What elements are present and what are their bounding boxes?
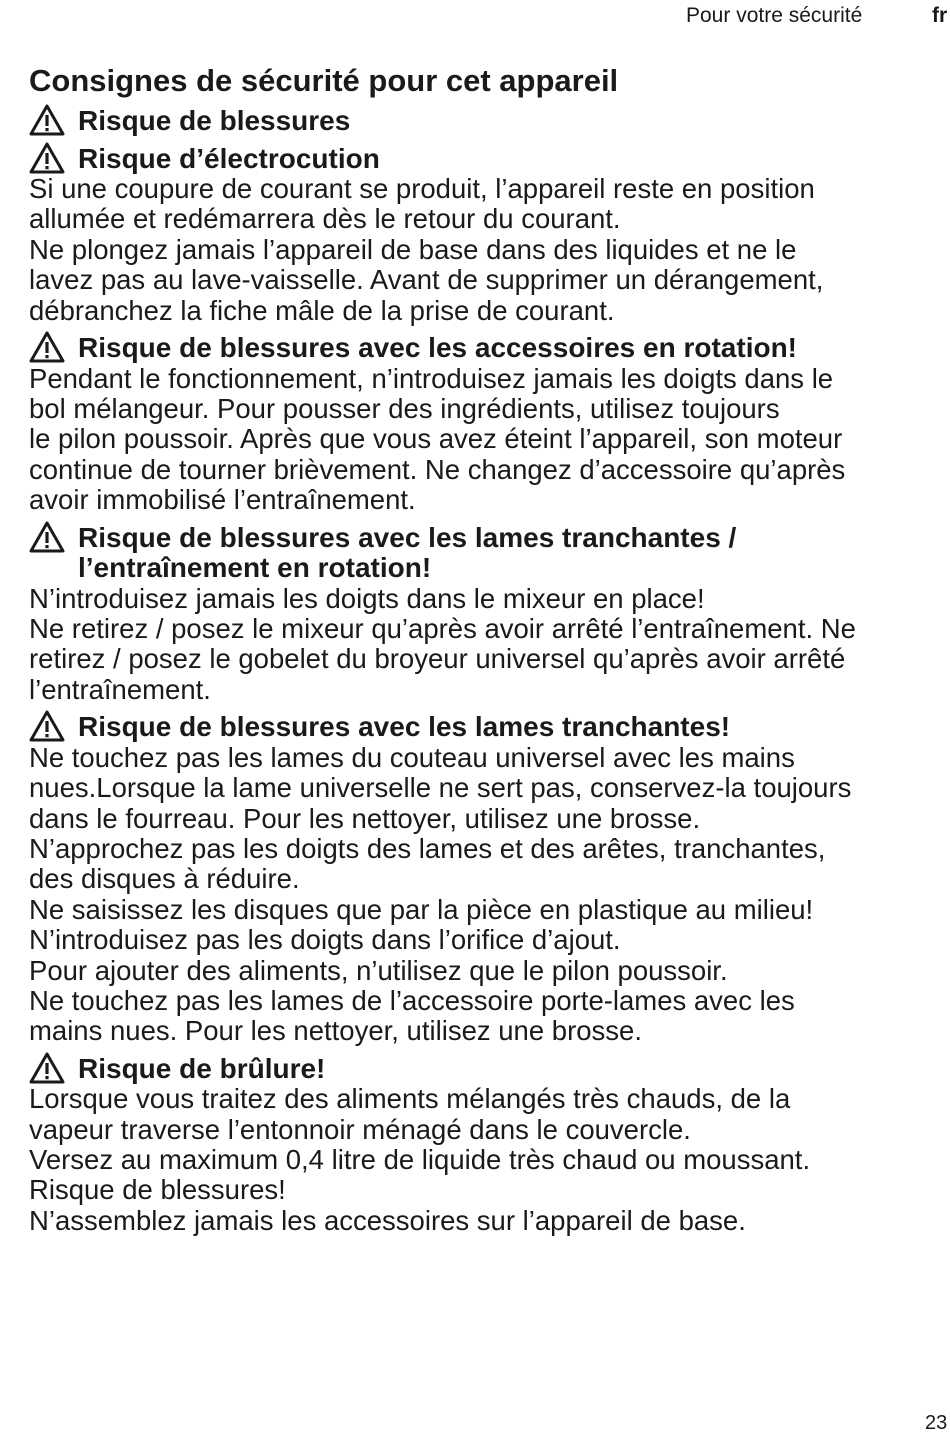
- warning-section: [29, 523, 944, 706]
- warning-heading-line: Risque de brûlure!: [78, 1052, 326, 1084]
- warning-heading-text: [78, 333, 797, 364]
- page-number: 23: [925, 1412, 948, 1434]
- running-header-section: Pour votre sécurité: [686, 4, 863, 27]
- warning-triangle-icon: [29, 521, 65, 553]
- warning-heading-text: [78, 1054, 325, 1085]
- warning-triangle-icon: [29, 331, 65, 363]
- warning-section: [29, 144, 944, 327]
- body-line: N’introduisez jamais les doigts dans le mixeur en place!: [29, 582, 705, 614]
- warning-heading: [29, 523, 944, 584]
- warning-section: [29, 106, 944, 137]
- warning-heading: [29, 712, 944, 743]
- page-title: Consignes de sécurité pour cet appareil: [29, 63, 619, 98]
- warning-heading-text: [78, 144, 380, 175]
- warning-triangle-icon: [29, 142, 65, 174]
- body-line: vapeur traverse l’entonnoir ménagé dans le couvercle.: [29, 1113, 691, 1145]
- body-line: Risque de blessures!: [29, 1174, 286, 1206]
- body-line: Ne plongez jamais l’appareil de base dans des liquides et ne le: [29, 233, 797, 265]
- body-line: avoir immobilisé l’entraînement.: [29, 484, 416, 516]
- warning-heading-line: Risque de blessures avec les lames tranchantes /: [78, 521, 737, 553]
- warning-heading-line: Risque de blessures avec les accessoires en rotation!: [78, 332, 798, 364]
- body-line: nues.Lorsque la lame universelle ne sert pas, conservez-la toujours: [29, 772, 852, 804]
- body-line: N’assemblez jamais les accessoires sur l’appareil de base.: [29, 1204, 746, 1236]
- body-line: l’entraînement.: [29, 673, 211, 705]
- body-line: lavez pas au lave-vaisselle. Avant de supprimer un dérangement,: [29, 264, 824, 296]
- body-line: mains nues. Pour les nettoyer, utilisez une brosse.: [29, 1015, 642, 1047]
- page-content: [29, 63, 944, 1236]
- body-line: Ne touchez pas les lames de l’accessoire porte-lames avec les: [29, 984, 795, 1016]
- warning-section: [29, 712, 944, 1047]
- body-line: Lorsque vous traitez des aliments mélangés très chauds, de la: [29, 1083, 791, 1115]
- warning-body: [29, 174, 944, 326]
- warning-body: [29, 743, 944, 1047]
- body-line: bol mélangeur. Pour pousser des ingrédients, utilisez toujours: [29, 392, 780, 424]
- warnings-list: [29, 106, 944, 1236]
- warning-body: [29, 1084, 944, 1236]
- body-line: Ne retirez / posez le mixeur qu’après avoir arrêté l’entraînement. Ne: [29, 612, 856, 644]
- body-line: N’approchez pas les doigts des lames et des arêtes, tranchantes,: [29, 832, 826, 864]
- warning-heading-text: [78, 712, 730, 743]
- body-line: Ne touchez pas les lames du couteau universel avec les mains: [29, 741, 795, 773]
- warning-heading: [29, 1054, 944, 1085]
- body-line: Si une coupure de courant se produit, l’appareil reste en position: [29, 173, 815, 204]
- body-line: Pour ajouter des aliments, n’utilisez que le pilon poussoir.: [29, 954, 728, 986]
- warning-body: [29, 364, 944, 516]
- warning-section: [29, 333, 944, 516]
- body-line: le pilon poussoir. Après que vous avez éteint l’appareil, son moteur: [29, 423, 843, 455]
- warning-heading: [29, 106, 944, 137]
- warning-heading: [29, 144, 944, 175]
- warning-section: [29, 1054, 944, 1237]
- warning-heading-line: Risque de blessures avec les lames tranchantes!: [78, 711, 731, 743]
- warning-heading-line: l’entraînement en rotation!: [78, 552, 432, 584]
- language-code: fr: [932, 4, 948, 27]
- warning-heading-text: [78, 106, 350, 137]
- body-line: continue de tourner brièvement. Ne changez d’accessoire qu’après: [29, 453, 846, 485]
- warning-heading-text: [78, 523, 736, 584]
- body-line: dans le fourreau. Pour les nettoyer, utilisez une brosse.: [29, 802, 701, 834]
- warning-body: [29, 584, 944, 706]
- body-line: retirez / posez le gobelet du broyeur universel qu’après avoir arrêté: [29, 643, 846, 675]
- body-line: Pendant le fonctionnement, n’introduisez jamais les doigts dans le: [29, 362, 834, 394]
- warning-triangle-icon: [29, 710, 65, 742]
- warning-heading: [29, 333, 944, 364]
- body-line: N’introduisez pas les doigts dans l’orifice d’ajout.: [29, 924, 621, 956]
- body-line: allumée et redémarrera dès le retour du courant.: [29, 203, 621, 235]
- warning-heading-line: Risque d’électrocution: [78, 142, 380, 174]
- body-line: Ne saisissez les disques que par la pièce en plastique au milieu!: [29, 893, 814, 925]
- body-line: Versez au maximum 0,4 litre de liquide très chaud ou moussant.: [29, 1144, 811, 1176]
- body-line: des disques à réduire.: [29, 863, 300, 895]
- body-line: débranchez la fiche mâle de la prise de courant.: [29, 294, 615, 326]
- warning-heading-line: Risque de blessures: [78, 105, 351, 136]
- warning-triangle-icon: [29, 104, 65, 136]
- warning-triangle-icon: [29, 1052, 65, 1084]
